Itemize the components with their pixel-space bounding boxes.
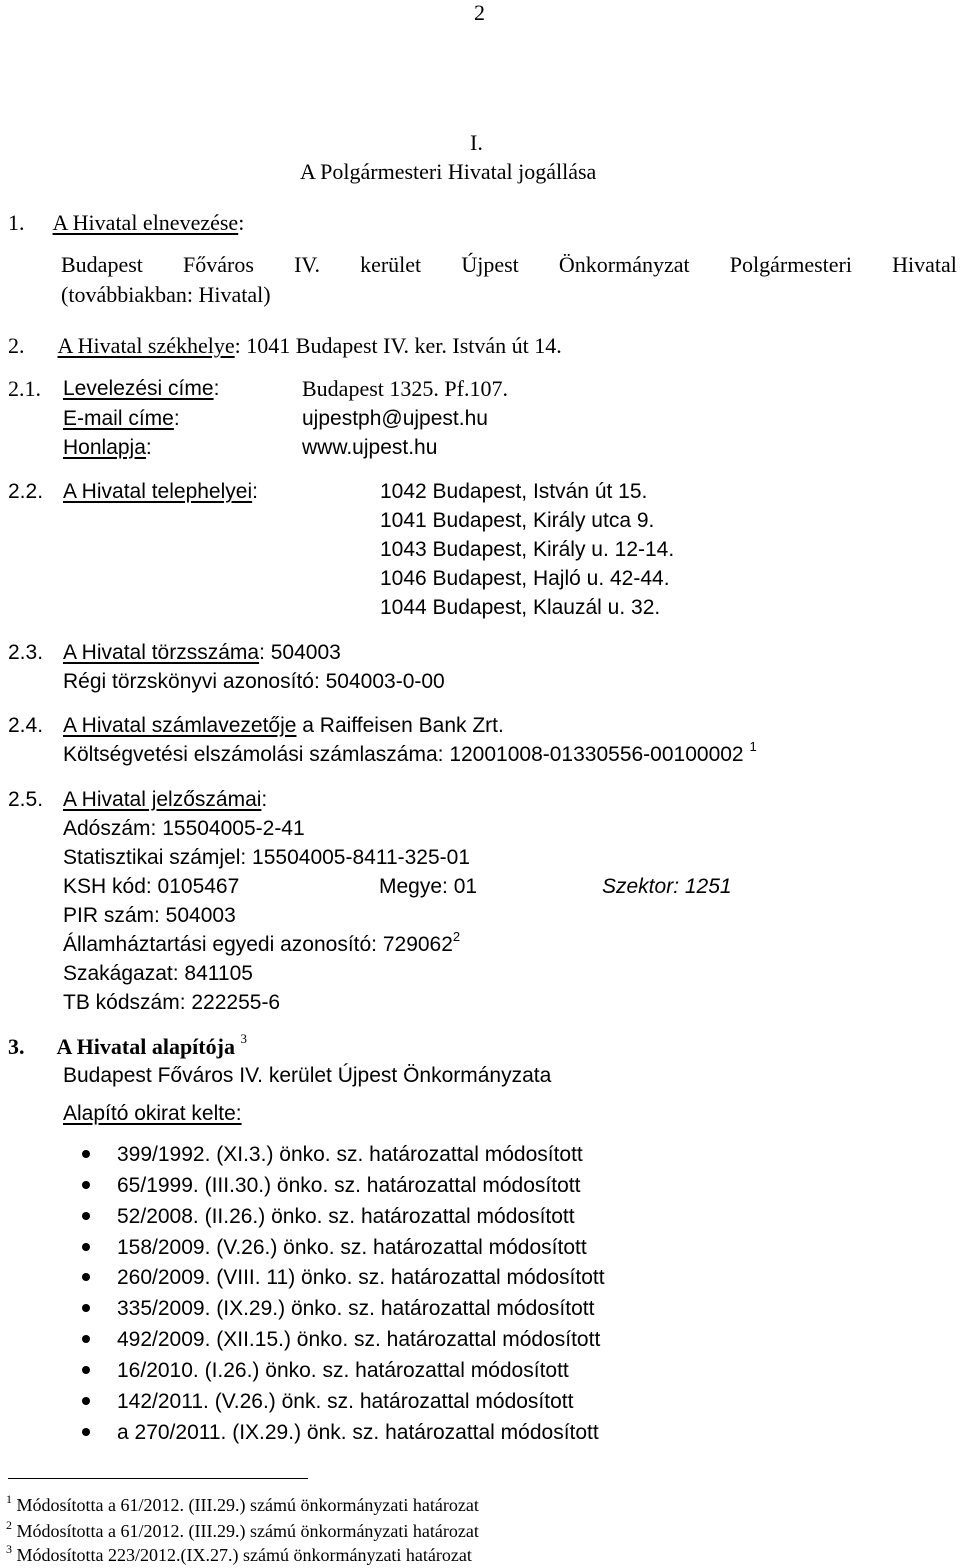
footnote-2 bbox=[6, 1518, 479, 1541]
bullet-icon bbox=[82, 1366, 90, 1374]
chapter-title: A Polgármesteri Hivatal jogállása bbox=[300, 159, 597, 184]
postal-label: Levelezési címe bbox=[63, 377, 214, 400]
site-address: 1044 Budapest, Klauzál u. 32. bbox=[380, 596, 661, 619]
pir-number: PIR szám: 504003 bbox=[63, 904, 236, 927]
footnote-separator bbox=[8, 1478, 308, 1479]
office-name-line2: (továbbiakban: Hivatal) bbox=[61, 282, 271, 307]
bank-row bbox=[63, 715, 504, 736]
list-item: 492/2009. (XII.15.) önko. sz. határozattal módosított bbox=[117, 1328, 601, 1351]
section-2-1-number: 2.1. bbox=[8, 376, 41, 401]
name-word: IV. bbox=[294, 252, 320, 277]
name-word: kerület bbox=[360, 252, 422, 277]
bank-value: a Raiffeisen Bank Zrt. bbox=[296, 714, 504, 737]
sites-label: A Hivatal telephelyei bbox=[63, 480, 253, 503]
sites-label-row bbox=[63, 481, 258, 502]
codes-label: A Hivatal jelzőszámai bbox=[63, 788, 262, 811]
account-text: Költségvetési elszámolási számlaszáma: 12001008-01330556-00100002 bbox=[63, 743, 744, 766]
footnote-number: 1 bbox=[6, 1492, 12, 1506]
email-label: E-mail címe bbox=[63, 407, 174, 430]
section-1-heading bbox=[8, 212, 244, 234]
list-item: 52/2008. (II.26.) önko. sz. határozattal módosított bbox=[117, 1205, 575, 1228]
list-item: 65/1999. (III.30.) önko. sz. határozattal módosított bbox=[117, 1174, 581, 1197]
section-number: 1. bbox=[8, 210, 25, 235]
list-item: 16/2010. (I.26.) önko. sz. határozattal módosított bbox=[117, 1359, 569, 1382]
name-word: Budapest bbox=[61, 252, 143, 277]
email-value: ujpestph@ujpest.hu bbox=[302, 407, 488, 430]
colon: : bbox=[213, 377, 220, 400]
bullet-icon bbox=[82, 1273, 90, 1281]
section-2-5-number: 2.5. bbox=[8, 788, 44, 811]
footnote-number: 3 bbox=[6, 1542, 12, 1556]
section-number: 2. bbox=[8, 333, 25, 358]
codes-label-row bbox=[63, 789, 267, 810]
section-3-heading bbox=[8, 1031, 247, 1059]
bullet-icon bbox=[82, 1397, 90, 1405]
footnote-number: 2 bbox=[6, 1518, 12, 1532]
colon: : bbox=[261, 788, 268, 811]
bullet-icon bbox=[82, 1428, 90, 1436]
office-name-line1 bbox=[61, 254, 957, 276]
colon: : bbox=[145, 436, 152, 459]
list-item: a 270/2011. (IX.29.) önk. sz. határozattal módosított bbox=[117, 1421, 599, 1444]
aht-id bbox=[63, 929, 461, 956]
registry-row bbox=[63, 642, 341, 663]
colon: : bbox=[238, 210, 245, 235]
branch-code: Szakágazat: 841105 bbox=[63, 962, 253, 985]
list-item: 158/2009. (V.26.) önko. sz. határozattal módosított bbox=[117, 1236, 587, 1259]
name-word: Főváros bbox=[183, 252, 254, 277]
section-number: 3. bbox=[8, 1034, 25, 1059]
founder-name: Budapest Főváros IV. kerület Újpest Önkormányzata bbox=[63, 1064, 552, 1087]
web-label-row bbox=[63, 437, 152, 458]
chapter-number: I. bbox=[470, 130, 483, 155]
ksh-code: KSH kód: 0105467 bbox=[63, 875, 240, 898]
aht-text: Államháztartási egyedi azonosító: 729062 bbox=[63, 933, 453, 956]
section-2-2-number: 2.2. bbox=[8, 480, 44, 503]
bullet-icon bbox=[82, 1181, 90, 1189]
sector-code: Szektor: 1251 bbox=[602, 875, 732, 898]
site-address: 1046 Budapest, Hajló u. 42-44. bbox=[380, 567, 670, 590]
section-2-4-number: 2.4. bbox=[8, 714, 44, 737]
site-address: 1041 Budapest, Király utca 9. bbox=[380, 509, 655, 532]
deed-label: Alapító okirat kelte: bbox=[63, 1102, 242, 1125]
footnote-ref: 1 bbox=[749, 739, 757, 754]
list-item: 335/2009. (IX.29.) önko. sz. határozattal módosított bbox=[117, 1297, 595, 1320]
tax-number: Adószám: 15504005-2-41 bbox=[63, 817, 305, 840]
list-item: 399/1992. (XI.3.) önko. sz. határozattal módosított bbox=[117, 1143, 583, 1166]
registry-value: : 504003 bbox=[259, 641, 341, 664]
postal-label-row bbox=[63, 378, 219, 399]
footnote-1 bbox=[6, 1492, 479, 1515]
list-item: 142/2011. (V.26.) önk. sz. határozattal módosított bbox=[117, 1390, 574, 1413]
section-2-3-number: 2.3. bbox=[8, 641, 44, 664]
bullet-icon bbox=[82, 1212, 90, 1220]
county-code: Megye: 01 bbox=[379, 875, 478, 898]
page-number: 2 bbox=[474, 0, 485, 25]
site-address: 1043 Budapest, Király u. 12-14. bbox=[380, 538, 675, 561]
stat-code: Statisztikai számjel: 15504005-8411-325-01 bbox=[63, 846, 471, 869]
list-item: 260/2009. (VIII. 11) önko. sz. határozattal módosított bbox=[117, 1266, 605, 1289]
tb-code: TB kódszám: 222255-6 bbox=[63, 991, 281, 1014]
old-registry-id: Régi törzskönyvi azonosító: 504003-0-00 bbox=[63, 670, 445, 693]
section-title: A Hivatal elnevezése bbox=[52, 210, 239, 235]
seat-value: : 1041 Budapest IV. ker. István út 14. bbox=[234, 333, 562, 358]
name-word: Újpest bbox=[461, 252, 519, 277]
footnote-ref: 3 bbox=[240, 1031, 247, 1046]
postal-value: Budapest 1325. Pf.107. bbox=[302, 376, 508, 401]
email-label-row bbox=[63, 408, 180, 429]
footnote-text: Módosította a 61/2012. (III.29.) számú önkormányzati határozat bbox=[16, 1521, 479, 1541]
section-2-heading bbox=[8, 335, 562, 357]
site-address: 1042 Budapest, István út 15. bbox=[380, 480, 648, 503]
seat-label: A Hivatal székhelye bbox=[57, 333, 235, 358]
bullet-icon bbox=[82, 1335, 90, 1343]
name-word: Polgármesteri bbox=[729, 252, 852, 277]
colon: : bbox=[173, 407, 180, 430]
bullet-icon bbox=[82, 1150, 90, 1158]
web-value: www.ujpest.hu bbox=[302, 436, 438, 459]
web-label: Honlapja bbox=[63, 436, 146, 459]
bank-label: A Hivatal számlavezetője bbox=[63, 714, 297, 737]
name-word: Önkormányzat bbox=[558, 252, 690, 277]
name-word: Hivatal bbox=[892, 252, 957, 277]
registry-label: A Hivatal törzsszáma bbox=[63, 641, 260, 664]
bullet-icon bbox=[82, 1243, 90, 1251]
footnote-text: Módosította 223/2012.(IX.27.) számú önkormányzati határozat bbox=[16, 1545, 472, 1565]
footnote-3 bbox=[6, 1542, 472, 1565]
account-number bbox=[63, 739, 757, 766]
section-title: A Hivatal alapítója bbox=[56, 1034, 235, 1059]
colon: : bbox=[252, 480, 258, 503]
footnote-text: Módosította a 61/2012. (III.29.) számú önkormányzati határozat bbox=[16, 1495, 479, 1515]
footnote-ref: 2 bbox=[452, 929, 461, 944]
bullet-icon bbox=[82, 1304, 90, 1312]
